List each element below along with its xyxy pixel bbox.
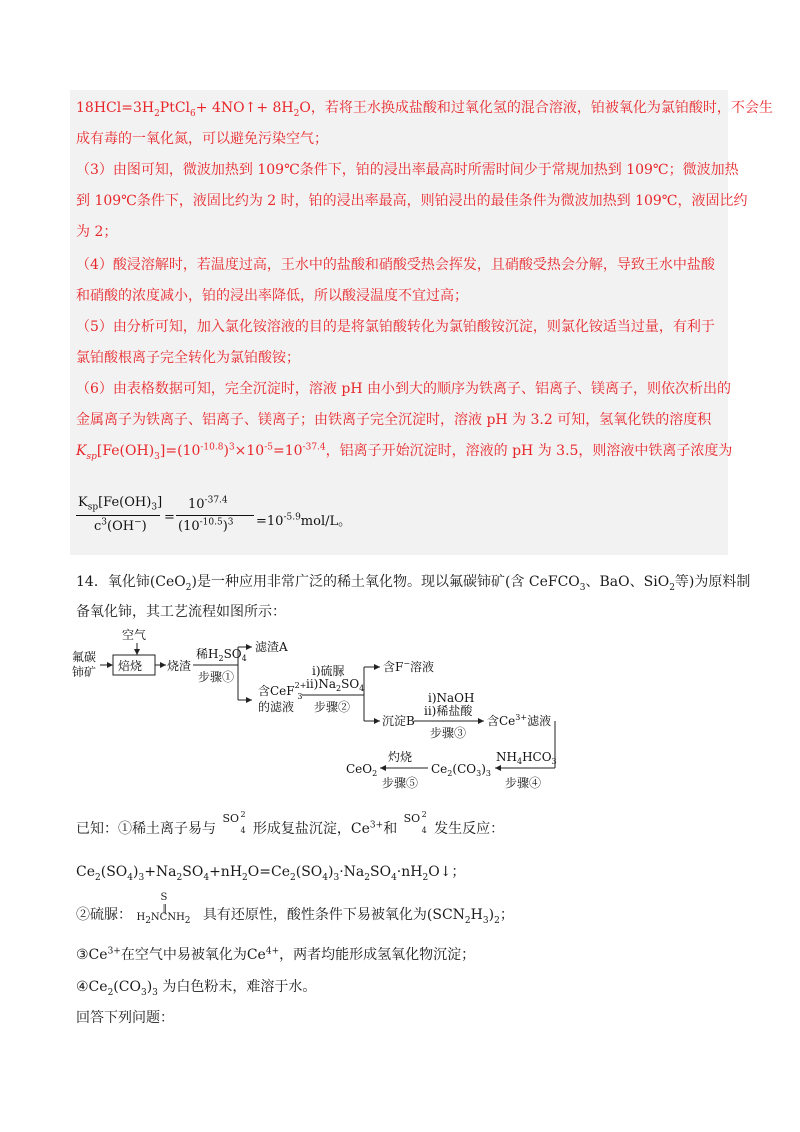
process-flow-diagram (0, 625, 800, 795)
equals-sign-1: = (164, 510, 175, 525)
known-2: ②硫脲： S ‖ $H_2NCNH_2$ 具有还原性，酸性条件下易被氧化为$(SCN_2H_3)_2$； (76, 892, 514, 926)
flow-filtrate: 含CeF$^{2+}$ 3 (258, 681, 307, 701)
fraction-denominator-2: $(10^{-10.5})^3$ (178, 517, 234, 534)
flow-step4: 步骤④ (505, 776, 542, 790)
fraction-bar-2 (176, 515, 254, 516)
answer-line-11: 金属离子为铁离子、铝离子、镁离子；由铁离子完全沉淀时，溶液 pH 为 3.2 可知，氢氧化铁的溶度积 (76, 412, 712, 428)
flow-roast: 焙烧 (118, 659, 143, 673)
answer-line-7: 和硝酸的浓度减小，铂的浸出率降低，所以酸浸温度不宜过高； (76, 288, 468, 304)
flow-ce2co3: $Ce_2(CO_3)_3$ (431, 762, 491, 778)
known-1: 已知：①稀土离子易与 SO 2 4 形成复盐沉淀，$Ce^{3+}$和 SO 2 4 发生反应： (76, 810, 505, 837)
flow-air: 空气 (122, 628, 147, 642)
fraction-numerator-2: $10^{-37.4}$ (188, 495, 228, 512)
known-3: $③Ce^{3+}$在空气中易被氧化为$Ce^{4+}$，两者均能形成氢氧化物沉淀； (76, 946, 476, 963)
question-14-line-1: 14．氧化铈(CeO$_2$)是一种应用非常广泛的稀土氧化物。现以氟碳铈矿(含 CeFCO$_3$、BaO、SiO$_2$等)为原料制 (76, 574, 751, 593)
flow-reagent-3b: ii)稀盐酸 (424, 704, 473, 718)
answer-line-9: 氯铂酸根离子完全转化为氯铂酸铵； (76, 350, 300, 366)
flow-step1: 步骤① (198, 670, 235, 684)
equation-line: $Ce_2(SO_4)_3+Na_2SO_4+nH_2O=Ce_2(SO_4)_3\cdot Na_2SO_4\cdot nH_2O↓$； (76, 864, 466, 883)
answer-line-2: 成有毒的一氧化氮，可以避免污染空气； (76, 131, 328, 147)
flow-step5: 步骤⑤ (382, 776, 419, 790)
answer-line-12: $K_{sp}[Fe(OH)_3]=(10^{-10.8})^3\times 10^{-5}=10^{-37.4}$，铝离子开始沉淀时，溶液的 pH 为 3.5，则溶液中铁离子浓度为 (76, 442, 733, 462)
flow-ceo2: CeO$_2$ (346, 762, 378, 778)
flow-f-solution: 含F−溶液 (383, 659, 435, 674)
flow-residue-a: 滤渣A (255, 640, 288, 654)
answer-line-8: （5）由分析可知，加入氯化铵溶液的目的是将氯铂酸转化为氯铂酸铵沉淀，则氯化铵适当过量，有利于 (76, 319, 715, 335)
flow-slag: 烧渣 (167, 659, 192, 673)
answer-line-1: $18HCl=3H_2PtCl_6+$ 4NO↑+ $8H_2O$，若将王水换成盐酸和过氧化氢的混合溶液，铂被氧化为氯铂酸时，不会生 (76, 100, 773, 119)
answer-line-4: 到 109℃条件下，液固比约为 2 时，铂的浸出率最高，则铂浸出的最佳条件为微波加热到 109℃，液固比约 (76, 193, 748, 209)
answer-line-10: （6）由表格数据可知，完全沉淀时，溶液 pH 由小到大的顺序为铁离子、铝离子、镁离子，则依次析出的 (76, 381, 731, 397)
flow-ce3-filtrate: 含$Ce^{3+}$滤液 (487, 713, 552, 728)
flow-filtrate-2: 的滤液 (258, 700, 295, 714)
flow-ore: 氟碳铈矿 (72, 650, 97, 679)
flow-reagent-3a: i)NaOH (428, 691, 475, 705)
flow-nh4hco3: $NH_4HCO_3$ (496, 750, 557, 766)
sulfate-ion-2: SO 2 4 (403, 810, 427, 835)
answer-line-5: 为 2； (76, 224, 118, 240)
fraction-result: $=10^{-5.9}mol/L$。 (256, 512, 352, 529)
answer-line-3: （3）由图可知，微波加热到 109℃条件下，铂的浸出率最高时所需时间少于常规加热到 109℃；微波加热 (76, 162, 739, 178)
question-14-line-2: 备氧化铈，其工艺流程如图所示： (76, 604, 286, 620)
answer-line-6: （4）酸浸溶解时，若温度过高，王水中的盐酸和硝酸受热会挥发，且硝酸受热会分解，导致王水中盐酸 (76, 257, 715, 273)
thiourea-structure: S ‖ $H_2NCNH_2$ (136, 892, 191, 926)
fraction-numerator-1: $K_{sp}[Fe(OH)_3]$ (78, 495, 163, 513)
flow-precip-b: 沉淀B (382, 714, 415, 728)
fraction-bar-1 (76, 515, 160, 516)
known-4: $④Ce_2(CO_3)_3$ 为白色粉末，难溶于水。 (76, 979, 317, 998)
fraction-denominator-1: $c^3(OH^-)$ (94, 517, 147, 534)
flow-step2: 步骤② (314, 700, 351, 714)
sulfate-ion-1: SO 2 4 (222, 810, 246, 835)
flow-reagent-2b: $ii)Na_2SO_4$ (306, 677, 365, 693)
flow-acid: 稀$H_2SO_4$ (196, 647, 247, 663)
flow-reagent-2a: i)硫脲 (312, 664, 345, 678)
flow-step3: 步骤③ (430, 726, 467, 740)
ask-line: 回答下列问题： (76, 1010, 174, 1026)
flow-calcine: 灼烧 (388, 750, 413, 764)
